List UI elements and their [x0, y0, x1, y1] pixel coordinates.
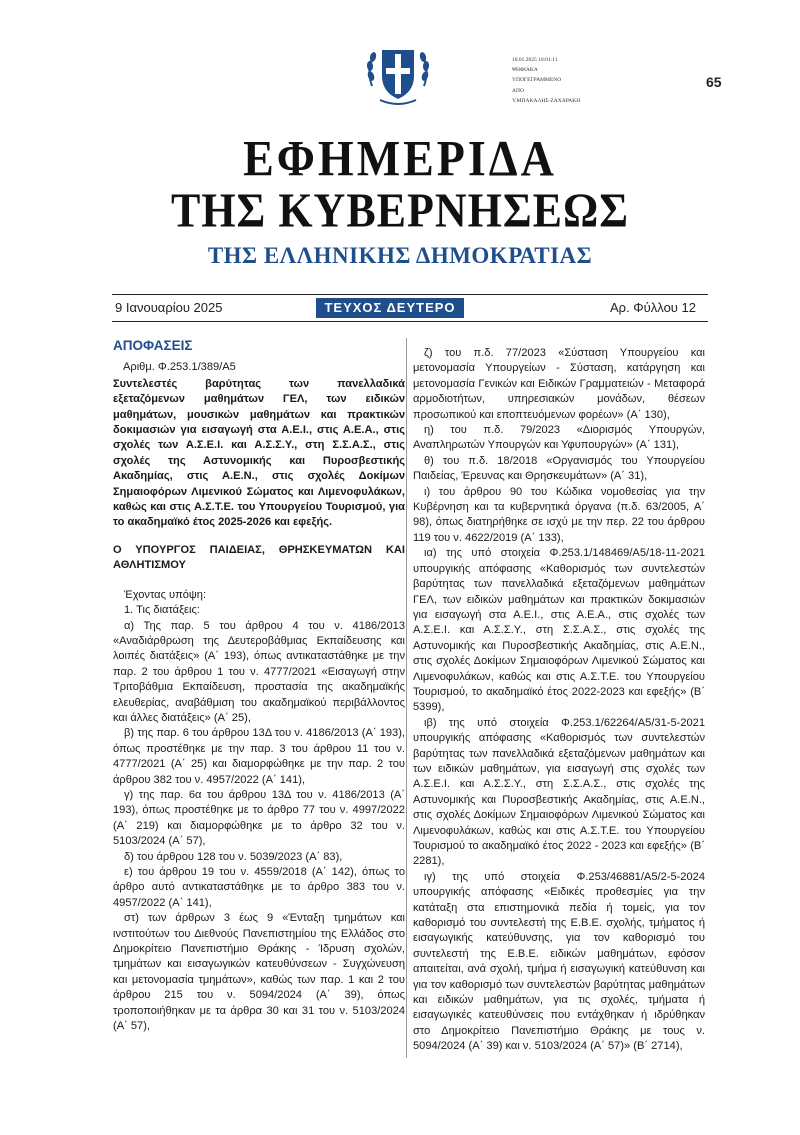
- stamp-line: ΑΠΟ: [512, 87, 524, 94]
- right-column: [413, 346, 705, 1055]
- paragraph: ζ) του π.δ. 77/2023 «Σύσταση Υπουργείου και μετονομασία Υπουργείων - Σύσταση, κατάργηση και μετονομασία Γενικών και Ειδικών Γραμματειών - Μεταφορά αρμοδιοτήτων, υπηρεσιακών μονάδων, θέσεων προσωπικού και εποπτευόμενων φορέων» (Α΄ 130),: [413, 347, 705, 421]
- decision-subject: Συντελεστές βαρύτητας των πανελλαδικά εξεταζόμενων μαθημάτων ΓΕΛ, των ειδικών μαθημάτων, μουσικών μαθημάτων και πρακτικών δοκιμασιών για εισαγωγή στα Α.Ε.Ι., στις Α.Ε.Α., στις σχολές των Α.Σ.Ε.Ι. και Α.Σ.Σ.Υ., στη Σ.Σ.Α.Σ., στις σχολές της Αστυνομικής και Πυροσβεστικής Ακαδημίας, στις Α.Ε.Ν., στις σχολές Δοκίμων Σημαιοφόρων Λιμενικού Σώματος και Λιμενοφυλάκων, καθώς και στις Α.Σ.Τ.Ε. του Υπουργείου Τουρισμού, για το ακαδημαϊκό έτος 2025-2026 και εφεξής.: [113, 377, 405, 529]
- republic-title: ΤΗΣ ΕΛΛΗΝΙΚΗΣ ΔΗΜΟΚΡΑΤΙΑΣ: [207, 243, 593, 268]
- gazette-title: ΕΦΗΜΕΡΙΔΑ: [243, 130, 557, 187]
- stamp-line: Υ.ΜΠΑΚΑΛΗΣ-ΖΑΧΑΡΑΚΗ: [512, 97, 581, 104]
- issue-type-badge: ΤΕΥΧΟΣ ΔΕΥΤΕΡΟ: [316, 298, 464, 318]
- paragraph: θ) του π.δ. 18/2018 «Οργανισμός του Υπουργείου Παιδείας, Έρευνας και Θρησκευμάτων» (Α΄ 31),: [413, 454, 705, 483]
- paragraph: στ) των άρθρων 3 έως 9 «Ένταξη τμημάτων και ινστιτούτων του Διεθνούς Πανεπιστημίου της Ελλάδος στο Δημοκρίτειο Πανεπιστήμιο Θράκης - Ίδρυση σχολών, τμημάτων και εισαγωγικών κατευθύνσεων - Συγχώνευση και μετονομασία τμημάτων», καθώς των παρ. 1 και 2 του άρθρου 215 του ν. 5094/2024 (Α΄ 39), όπως τροποποιήθηκαν με τα άρθρα 30 και 31 του ν. 5103/2024 (Α΄ 57),: [113, 912, 405, 1033]
- paragraph: ια) της υπό στοιχεία Φ.253.1/148469/Α5/18-11-2021 υπουργικής απόφασης «Καθορισμός των συντελεστών βαρύτητας των πανελλαδικά εξεταζόμενων μαθημάτων ΓΕΛ, των ειδικών μαθημάτων και πρακτικών δοκιμασιών για εισαγωγή στα Α.Ε.Ι., στις Α.Ε.Α., στις σχολές των Α.Σ.Ε.Ι. και Α.Σ.Σ.Υ., στη Σ.Σ.Α.Σ., στις σχολές της Αστυνομικής και Πυροσβεστικής Ακαδημίας, στις Α.Ε.Ν., στις σχολές Δοκίμων Σημαιοφόρων Λιμενικού Σώματος και Λιμενοφυλάκων, καθώς και στις Α.Σ.Τ.Ε. του Υπουργείου Τουρισμού, το ακαδημαϊκό έτος 2022-2023 και εφεξής» (Β΄ 5399),: [413, 547, 705, 714]
- header-bottom-rule: [112, 321, 708, 322]
- paragraph: ι) του άρθρου 90 του Κώδικα νομοθεσίας για την Κυβέρνηση και τα κυβερνητικά όργανα (π.δ. 63/2005, Α΄ 98), όπως διατηρήθηκε σε ισχύ με την περ. 22 του άρθρου 119 του ν. 4622/2019 (Α΄ 133),: [413, 485, 705, 544]
- paragraph: ιγ) της υπό στοιχεία Φ.253/46881/Α5/2-5-2024 υπουργικής απόφασης «Ειδικές προθεσμίες για την κατάταξη στα επιστημονικά πεδία ή τομείς, για τον καθορισμό του συντελεστή της Ε.Β.Ε. σχολής, τμήματος ή εισαγωγικής κατεύθυνσης, για τον καθορισμό του συντελεστή της Ε.Β.Ε. ειδικών μαθημάτων, εφόσον απαιτείται, ανά σχολή, τμήμα ή εισαγωγική κατεύθυνση και για τον καθορισμό των συντελεστών βαρύτητας μαθημάτων και ειδικών μαθημάτων, για τις σχολές, τμήματα ή εισαγωγικές κατευθύνσεις που εντάχθηκαν ή ιδρύθηκαν στο Δημοκρίτειο Πανεπιστήμιο Θράκης με τους ν. 5094/2024 (Α΄ 39) και ν. 5103/2024 (Α΄ 57)» (Β΄ 2714),: [413, 870, 705, 1053]
- gazette-subtitle: ΤΗΣ ΚΥΒΕΡΝΗΣΕΩΣ: [170, 183, 630, 238]
- page-number: 65: [706, 74, 722, 90]
- paragraph: Έχοντας υπόψη:: [124, 588, 207, 601]
- paragraph: δ) του άρθρου 128 του ν. 5039/2023 (Α΄ 83),: [124, 850, 343, 863]
- stamp-line: ΨΗΦΙΑΚΑ: [512, 67, 538, 74]
- sheet-number: Αρ. Φύλλου 12: [610, 300, 696, 315]
- paragraph: η) του π.δ. 79/2023 «Διορισμός Υπουργών, Αναπληρωτών Υπουργών και Υφυπουργών» (Α΄ 131),: [413, 424, 705, 452]
- column-divider: [406, 338, 407, 1058]
- stamp-line: 10.01.2025 10:01:11: [512, 57, 558, 63]
- paragraph: β) της παρ. 6 του άρθρου 13Δ του ν. 4186/2013 (Α΄ 193), όπως προστέθηκε με την παρ. 3 του άρθρου 11 του ν. 4777/2021 (Α΄ 25) και διαμορφώθηκε με την παρ. 2 του άρθρου 382 του ν. 4957/2022 (Α΄ 141),: [113, 727, 405, 786]
- paragraph: α) Της παρ. 5 του άρθρου 4 του ν. 4186/2013 «Αναδιάρθρωση της Δευτεροβάθμιας Εκπαίδευσης και λοιπές διατάξεις» (Α΄ 193), όπως αντικαταστάθηκε με την παρ. 2 του άρθρου 1 του ν. 4777/2021 «Εισαγωγή στην Τριτοβάθμια Εκπαίδευση, προστασία της ακαδημαϊκής ελευθερίας, αναβάθμιση του ακαδημαϊκού περιβάλλοντος και άλλες διατάξεις» (Α΄ 25),: [113, 619, 405, 724]
- section-heading: ΑΠΟΦΑΣΕΙΣ: [113, 338, 193, 353]
- digital-signature-stamp: [512, 55, 580, 106]
- stamp-line: ΥΠΟΓΕΓΡΑΜΜΕΝΟ: [512, 77, 562, 84]
- minister-title: Ο ΥΠΟΥΡΓΟΣ ΠΑΙΔΕΙΑΣ, ΘΡΗΣΚΕΥΜΑΤΩΝ ΚΑΙ ΑΘΛΗΤΙΣΜΟΥ: [113, 543, 405, 572]
- header-top-rule: [112, 294, 708, 295]
- left-column: [113, 338, 405, 1034]
- paragraph: 1. Τις διατάξεις:: [124, 604, 200, 617]
- greek-coat-of-arms-emblem: [362, 36, 434, 108]
- decision-reference: Αριθμ. Φ.253.1/389/Α5: [123, 361, 236, 374]
- issue-date: 9 Ιανουαρίου 2025: [115, 300, 223, 315]
- paragraph: γ) της παρ. 6α του άρθρου 13Δ του ν. 4186/2013 (Α΄ 193), όπως προστέθηκε με το άρθρο 77 του ν. 4997/2022 (Α΄ 219) και διαμορφώθηκε με το άρθρο 32 του ν. 5103/2024 (Α΄ 57),: [113, 788, 405, 848]
- paragraph: ε) του άρθρου 19 του ν. 4559/2018 (Α΄ 142), όπως το άρθρο αυτό αντικαταστάθηκε με το άρθρο 383 του ν. 4957/2022 (Α΄ 141),: [113, 866, 405, 909]
- paragraph: ιβ) της υπό στοιχεία Φ.253.1/62264/Α5/31-5-2021 υπουργικής απόφασης «Καθορισμός των συντελεστών βαρύτητας των πανελλαδικά εξεταζόμενων μαθημάτων και των ειδικών μαθημάτων, για εισαγωγή στις σχολές των Α.Σ.Ε.Ι. και Α.Σ.Σ.Υ., στη Σ.Σ.Α.Σ., στις σχολές της Αστυνομικής και Πυροσβεστικής Ακαδημίας, στις Α.Ε.Ν., στις σχολές Δοκίμων Σημαιοφόρων Λιμενικού Σώματος και Λιμενοφυλάκων, καθώς και στις Α.Σ.Τ.Ε. του Υπουργείου Τουρισμού το ακαδημαϊκό έτος 2022 - 2023 και εφεξής» (Β΄ 2281),: [413, 716, 705, 868]
